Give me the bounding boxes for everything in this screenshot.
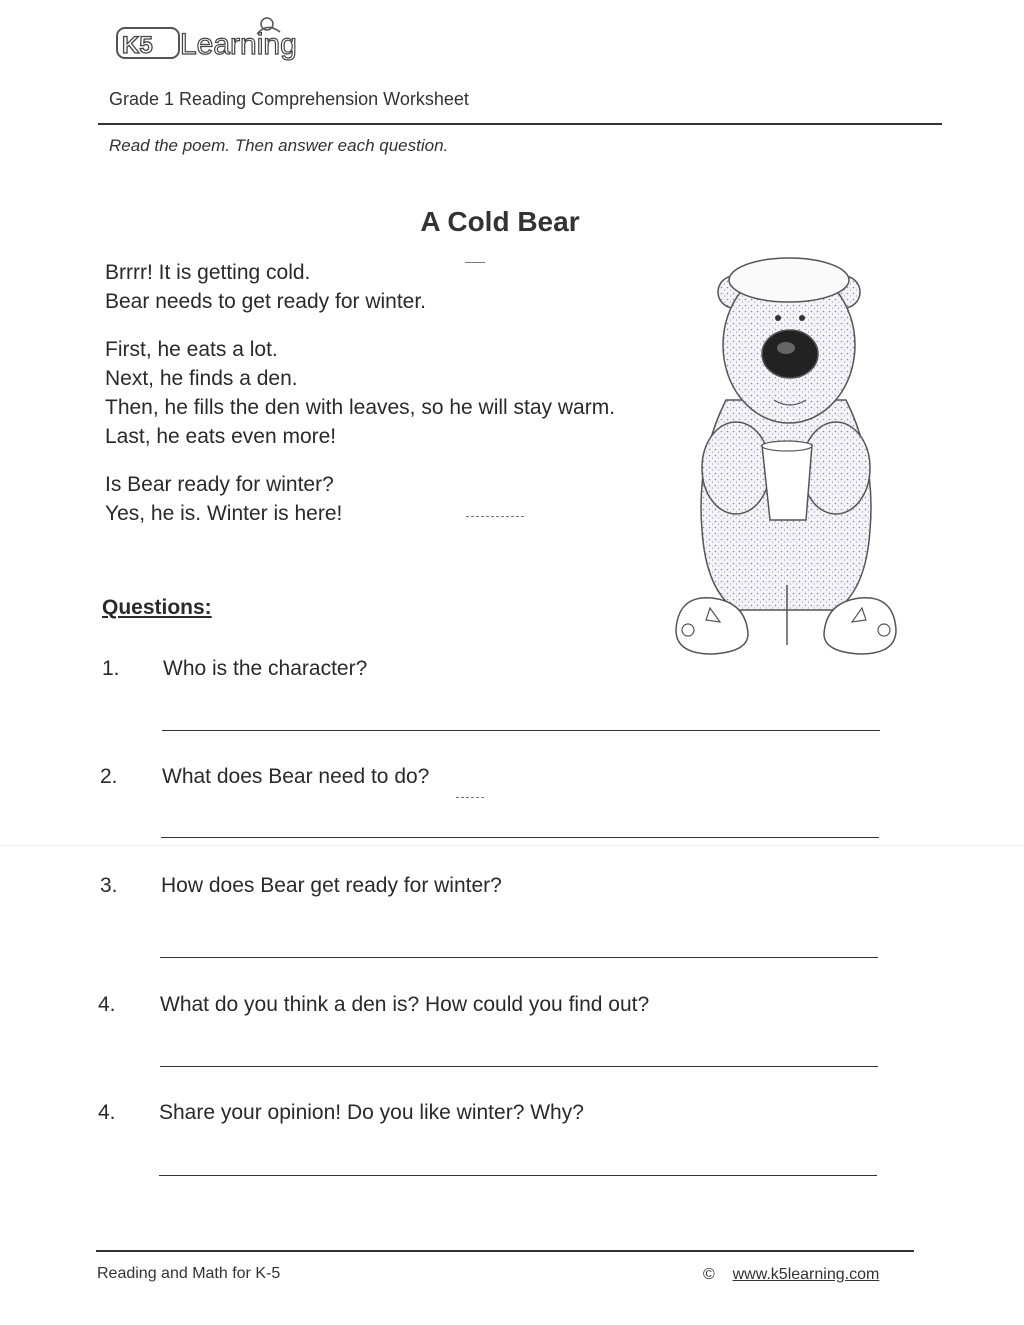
poem-line: Is Bear ready for winter? bbox=[105, 473, 334, 496]
answer-line-5[interactable] bbox=[159, 1175, 877, 1176]
footer-copyright bbox=[703, 1266, 879, 1284]
scan-speck bbox=[456, 797, 484, 798]
poem-stanza-3 bbox=[105, 470, 342, 528]
scan-fold-line bbox=[0, 845, 1024, 846]
scan-speck bbox=[465, 262, 485, 263]
poem-line: Then, he fills the den with leaves, so he will stay warm. bbox=[105, 396, 616, 419]
header-divider bbox=[98, 123, 942, 125]
poem-stanza-2 bbox=[105, 335, 615, 451]
answer-line-1[interactable] bbox=[162, 730, 880, 731]
question-number: 3. bbox=[100, 874, 118, 897]
question-text: Who is the character? bbox=[163, 657, 368, 680]
poem-line: Brrrr! It is getting cold. bbox=[105, 261, 311, 284]
poem-line: Last, he eats even more! bbox=[105, 425, 337, 448]
poem-line: Yes, he is. Winter is here! bbox=[105, 502, 343, 525]
footer-tagline: Reading and Math for K-5 bbox=[97, 1265, 281, 1282]
questions-heading: Questions: bbox=[102, 596, 212, 619]
svg-text:Learning: Learning bbox=[180, 28, 297, 61]
scan-speck bbox=[466, 516, 524, 517]
answer-line-3[interactable] bbox=[160, 957, 878, 958]
question-text: What do you think a den is? How could you find out? bbox=[160, 993, 650, 1016]
answer-line-4[interactable] bbox=[160, 1066, 878, 1067]
question-number: 4. bbox=[98, 1101, 116, 1124]
poem-line: Next, he finds a den. bbox=[105, 367, 298, 390]
instructions-text: Read the poem. Then answer each question. bbox=[109, 136, 449, 155]
copyright-symbol: © bbox=[703, 1266, 715, 1283]
poem-line: First, he eats a lot. bbox=[105, 338, 278, 361]
poem-stanza-1 bbox=[105, 258, 426, 316]
question-number: 2. bbox=[100, 765, 118, 788]
question-text: Share your opinion! Do you like winter? Why? bbox=[159, 1101, 584, 1124]
svg-text:K5: K5 bbox=[122, 32, 153, 59]
footer-divider bbox=[96, 1250, 914, 1252]
question-number: 1. bbox=[102, 657, 120, 680]
bear-illustration bbox=[666, 250, 906, 660]
answer-line-2[interactable] bbox=[161, 837, 879, 838]
poem-title: A Cold Bear bbox=[420, 206, 580, 237]
worksheet-subtitle: Grade 1 Reading Comprehension Worksheet bbox=[109, 89, 469, 109]
k5-learning-logo bbox=[114, 16, 334, 62]
question-text: What does Bear need to do? bbox=[162, 765, 430, 788]
question-number: 4. bbox=[98, 993, 116, 1016]
question-text: How does Bear get ready for winter? bbox=[161, 874, 502, 897]
poem-line: Bear needs to get ready for winter. bbox=[105, 290, 427, 313]
website-link[interactable]: www.k5learning.com bbox=[732, 1266, 880, 1283]
